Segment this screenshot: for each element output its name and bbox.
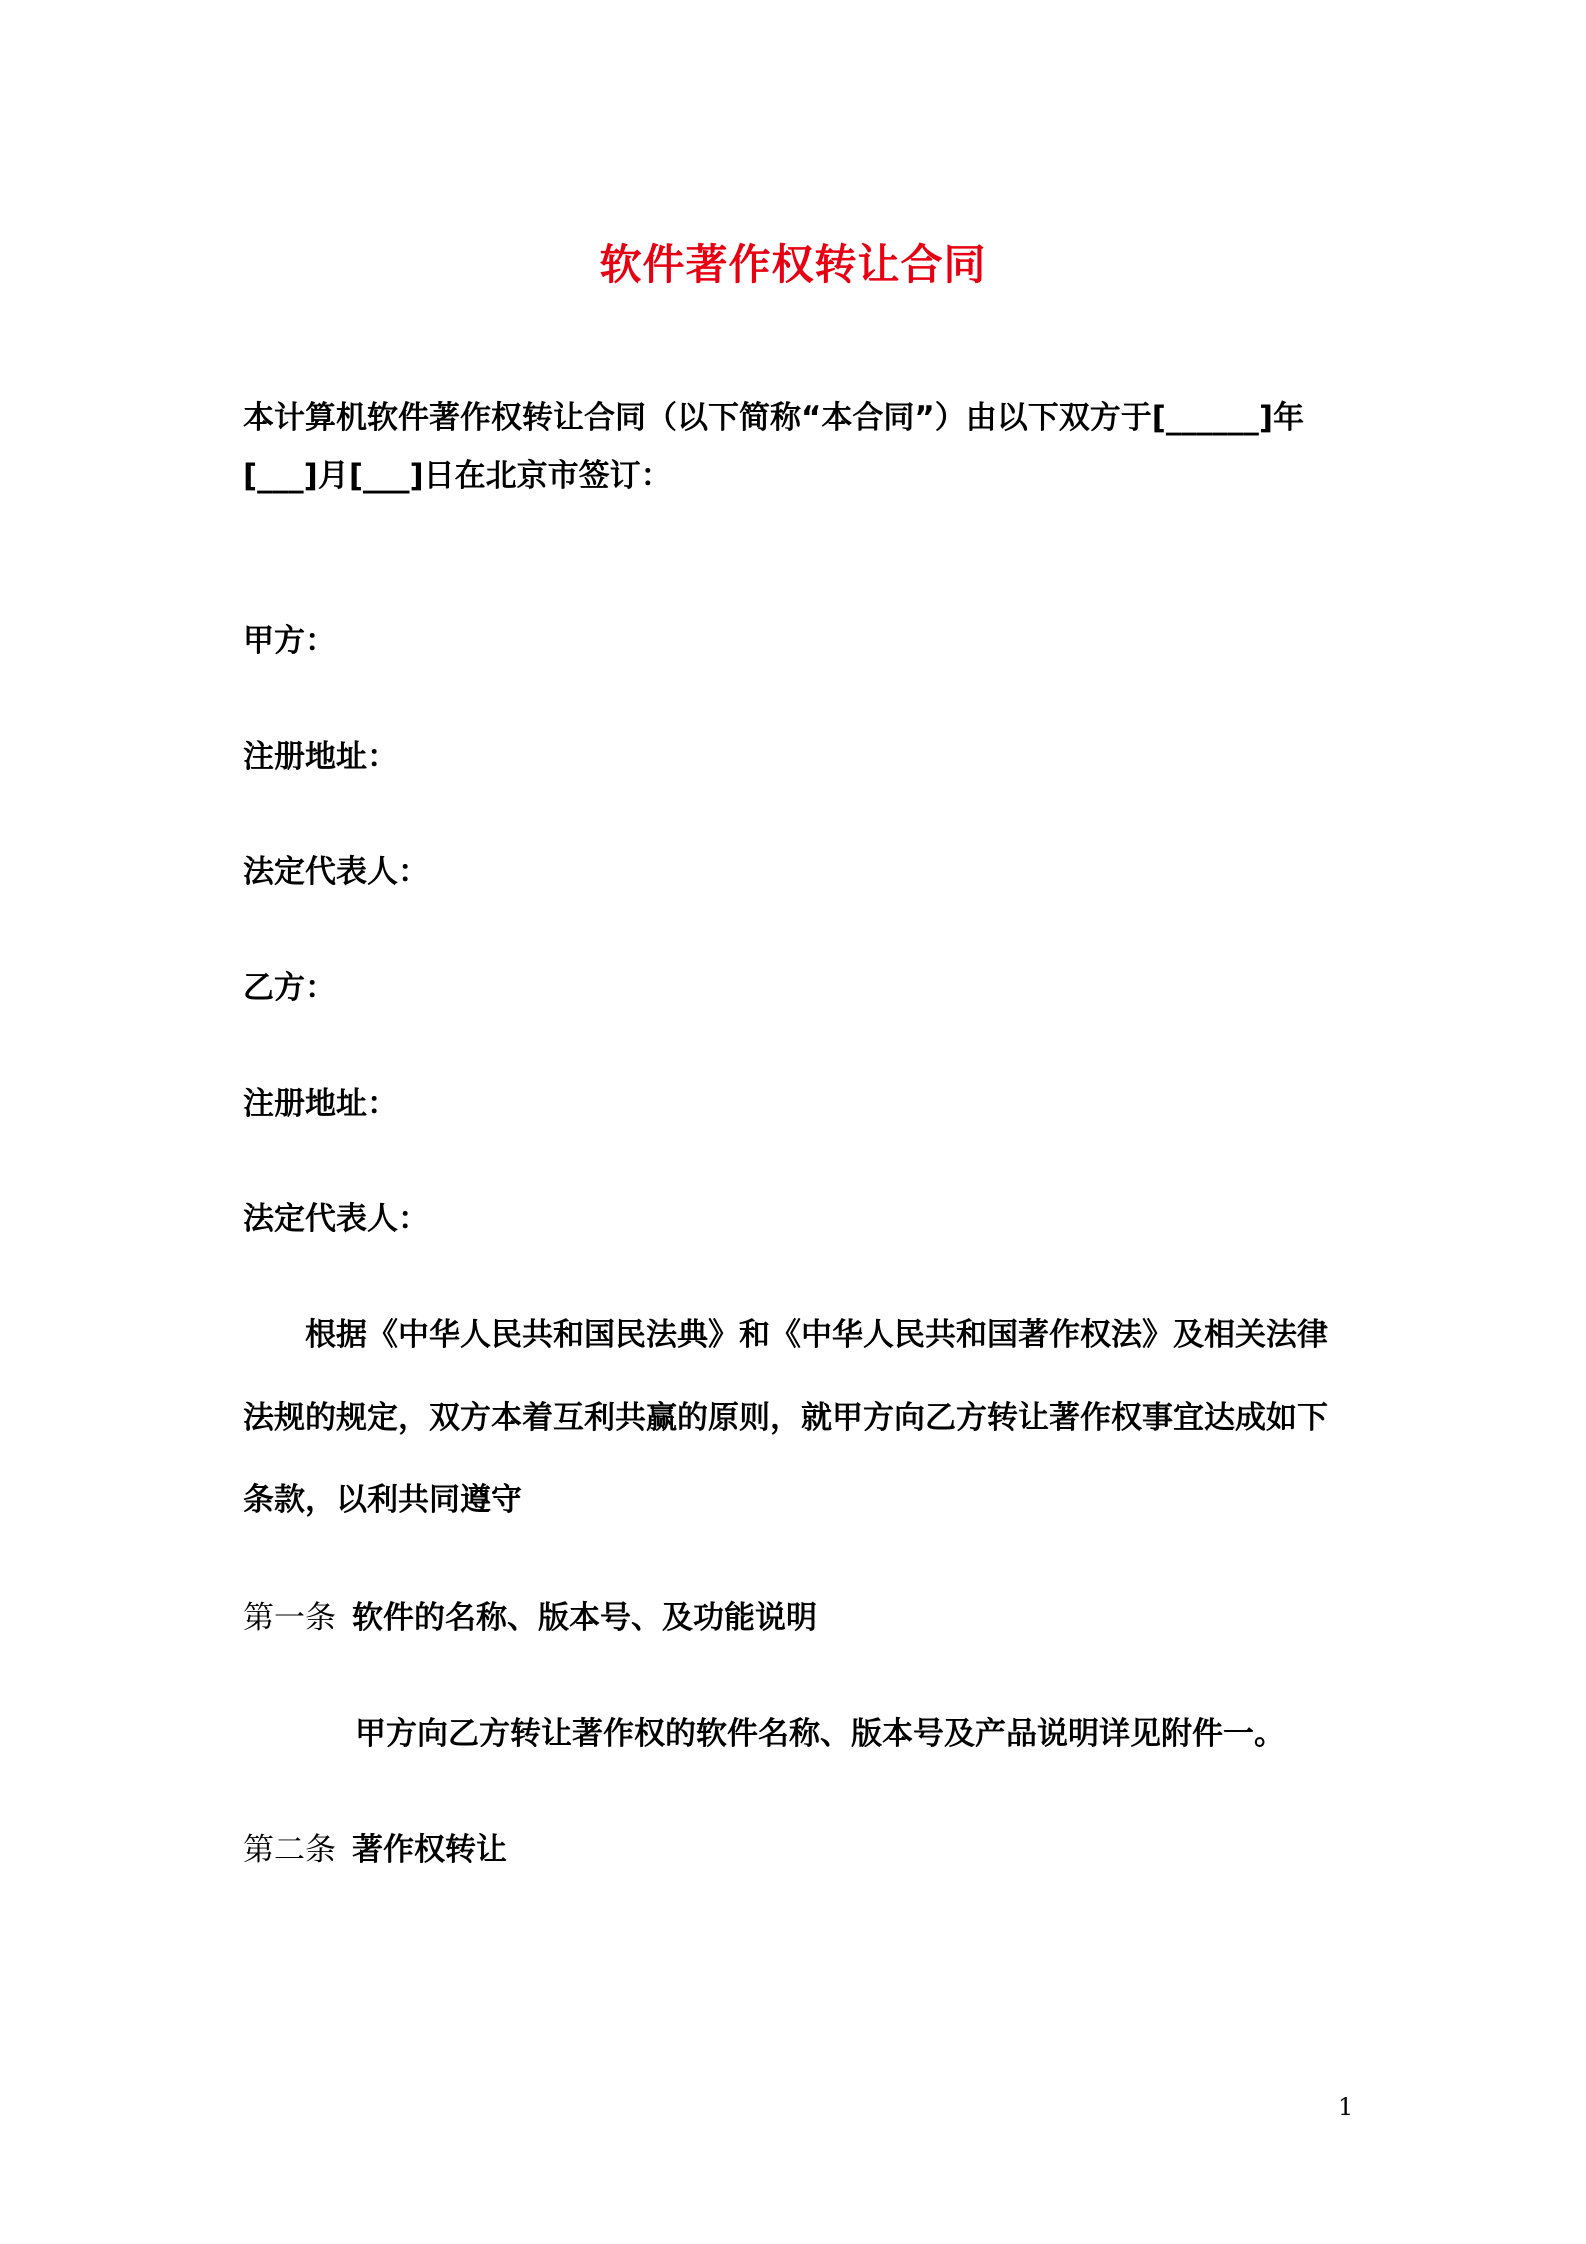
article-1-heading bbox=[243, 1598, 817, 1638]
article-2-heading bbox=[243, 1830, 507, 1870]
preamble-line-1: 根据《中华人民共和国民法典》和《中华人民共和国著作权法》及相关法律 bbox=[305, 1317, 1328, 1353]
article-1-title: 软件的名称、版本号、及功能说明 bbox=[352, 1600, 817, 1636]
article-1-label: 第一条 bbox=[243, 1600, 336, 1636]
party-a-label: 甲方： bbox=[243, 623, 336, 659]
party-b-representative-label: 法定代表人： bbox=[243, 1201, 429, 1237]
document-title: 软件著作权转让合同 bbox=[599, 240, 987, 289]
party-a-representative-label: 法定代表人： bbox=[243, 854, 429, 890]
page-number: 1 bbox=[1338, 2093, 1354, 2121]
party-b-address-label: 注册地址： bbox=[243, 1086, 398, 1122]
party-a-address-label: 注册地址： bbox=[243, 739, 398, 775]
article-2-title: 著作权转让 bbox=[352, 1832, 507, 1868]
article-1-body: 甲方向乙方转让著作权的软件名称、版本号及产品说明详见附件一。 bbox=[355, 1716, 1285, 1752]
article-2-label: 第二条 bbox=[243, 1832, 336, 1868]
preamble-line-2: 法规的规定，双方本着互利共赢的原则，就甲方向乙方转让著作权事宜达成如下 bbox=[243, 1400, 1328, 1436]
intro-line-1: 本计算机软件著作权转让合同（以下简称“本合同”）由以下双方于[______]年 bbox=[243, 400, 1305, 436]
intro-line-2: [___]月[___]日在北京市签订： bbox=[243, 458, 672, 494]
party-b-label: 乙方： bbox=[243, 970, 336, 1006]
preamble-line-3: 条款，以利共同遵守 bbox=[243, 1482, 522, 1518]
